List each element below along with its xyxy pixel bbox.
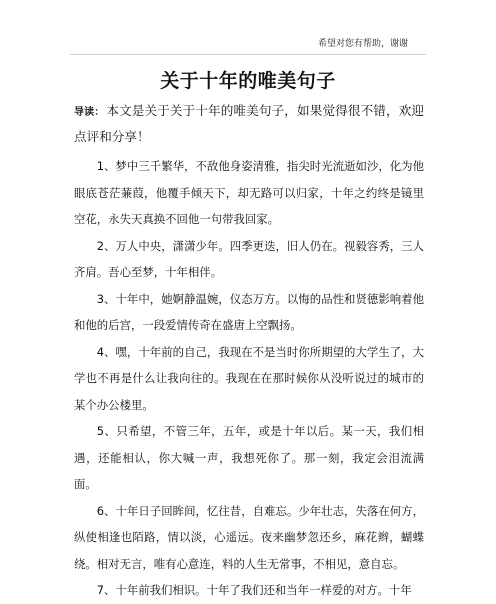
paragraph-4: 4、嘿，十年前的自己，我现在不是当时你所期望的大学生了，大学也不再是什么让我向往的。我现在在那时候你从没听说过的城市的某个办公楼里。 (74, 344, 424, 412)
lead-label: 导读： (74, 107, 105, 118)
document-title: 关于十年的唯美句子 (160, 70, 336, 92)
paragraph-1: 1、梦中三千繁华，不敌他身姿清雅，指尖时光流逝如沙，化为他眼底苍茫蒹葭，他覆手倾天下，却无路可以归家，十年之约终是镜里空花，永失天真换不回他一句带我回家。 (74, 159, 424, 226)
paragraph-2: 2、万人中央，潇潇少年。四季更迭，旧人仍在。视毅容秀，三人齐肩。吾心至梦，十年相伴。 (74, 238, 424, 279)
paragraph-6: 6、十年日子回眸间，忆往昔，自难忘。少年壮志，失落在何方，纵使相逢也陌路，情以淡，心遥远。夜来幽梦忽还乡，麻花辫，蝴蝶绕。相对无言，唯有心意连，料的人生无常事，不相见，意自忘。 (74, 503, 424, 571)
header-note: 希望对您有帮助，谢谢 (317, 39, 408, 49)
paragraph-5: 5、只希望，不管三年，五年，或是十年以后。某一天，我们相遇，还能相认，你大喊一声，我想死你了。那一刻，我定会泪流满面。 (74, 424, 424, 491)
lead-paragraph (74, 99, 424, 149)
header-divider (70, 54, 426, 55)
lead-text: 本文是关于关于十年的唯美句子，如果觉得很不错，欢迎点评和分享！ (74, 103, 425, 144)
paragraph-7: 7、十年前我们相识。十年了我们还和当年一样爱的对方。十年 (96, 583, 412, 597)
paragraph-3: 3、十年中，她婀静温婉，仪态万方。以悔的品性和贤德影响着他和他的后宫，一段爱情传奇在盛唐上空飘扬。 (74, 291, 424, 332)
document-body (74, 99, 424, 604)
